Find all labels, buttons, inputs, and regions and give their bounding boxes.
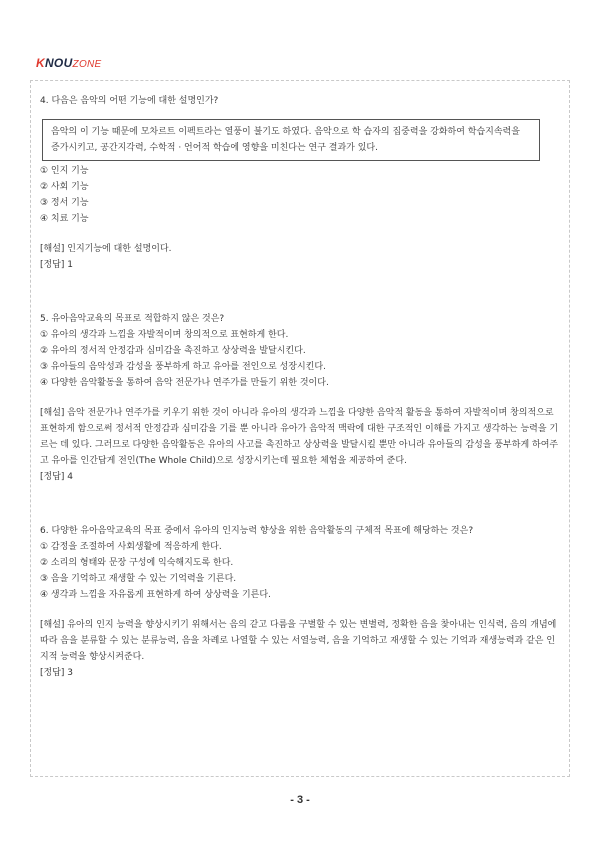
option-4: ④ 다양한 음악활동을 통하여 음악 전문가나 연주가를 만들기 위한 것이다. xyxy=(40,378,329,388)
page-content xyxy=(40,93,560,681)
option-1: ① 인지 기능 xyxy=(40,166,89,176)
question-title: 5. 유아음악교육의 목표로 적합하지 않은 것은? xyxy=(40,314,225,324)
option-2: ② 소리의 형태와 문장 구성에 익숙해지도록 한다. xyxy=(40,558,234,568)
option-2: ② 유아의 정서적 안정감과 심미감을 촉진하고 상상력을 발달시킨다. xyxy=(40,346,306,356)
logo-now: NOU xyxy=(44,56,73,70)
question-5 xyxy=(40,311,560,485)
explanation: [해설] 인지기능에 대한 설명이다. xyxy=(40,244,172,254)
question-title: 4. 다음은 음악의 어떤 기능에 대한 설명인가? xyxy=(40,96,219,106)
answer: [정답] 4 xyxy=(40,472,73,482)
option-3: ③ 유아들의 음악성과 감성을 풍부하게 하고 유아를 전인으로 성장시킨다. xyxy=(40,362,326,372)
option-4: ④ 치료 기능 xyxy=(40,214,89,224)
option-2: ② 사회 기능 xyxy=(40,182,89,192)
page-number: - 3 - xyxy=(290,794,310,806)
question-passage-box: 음악의 이 기능 때문에 모차르트 이펙트라는 열풍이 불기도 하였다. 음악으로 학 습자의 집중력을 강화하여 학습지속력을 증가시키고, 공간지각력, 수학적 · 언어적 학습에 영향을 미친다는 연구 결과가 있다. xyxy=(42,119,540,161)
option-1: ① 유아의 생각과 느낌을 자발적이며 창의적으로 표현하게 한다. xyxy=(40,330,289,340)
logo-zone: ZONE xyxy=(72,59,102,70)
knouzone-logo xyxy=(36,56,102,70)
question-6 xyxy=(40,523,560,681)
answer: [정답] 1 xyxy=(40,260,73,270)
question-title: 6. 다양한 유아음악교육의 목표 중에서 유아의 인지능력 향상을 위한 음악활동의 구체적 목표에 해당하는 것은? xyxy=(40,526,474,536)
option-4: ④ 생각과 느낌을 자유롭게 표현하게 하여 상상력을 기른다. xyxy=(40,590,271,600)
explanation: [해설] 유아의 인지 능력을 향상시키기 위해서는 음의 같고 다름을 구별할 수 있는 변별력, 정확한 음을 찾아내는 인식력, 음의 개념에 따라 음을 분류할 수 있는 분류능력, 음을 차례로 나열할 수 있는 서열능력, 음을 기억하고 재생할 수 있는 기억과 재생능력과 같은 인지적 능력을 향상시켜준다. xyxy=(40,620,557,662)
explanation: [해설] 음악 전문가나 연주가를 키우기 위한 것이 아니라 유아의 생각과 느낌을 다양한 음악적 활동을 통하여 자발적이며 창의적으로 표현하게 함으로써 정서적 안정감과 심미감을 기를 뿐 아니라 유아가 음악적 맥락에 대한 구조적인 이해를 가지고 생각하는 능력을 기르는 데 있다. 그러므로 다양한 음악활동은 유아의 사고를 촉진하고 상상력을 발달시킬 뿐만 아니라 유아들의 감성을 풍부하게 하여주고 유아를 인간답게 전인(The Whole Child)으로 성장시키는데 필요한 체험을 제공하여 준다. xyxy=(40,408,559,466)
option-1: ① 감정을 조절하여 사회생활에 적응하게 한다. xyxy=(40,542,222,552)
logo-k: K xyxy=(36,56,45,70)
question-4 xyxy=(40,93,560,273)
answer: [정답] 3 xyxy=(40,668,73,678)
option-3: ③ 음을 기억하고 재생할 수 있는 기억력을 기른다. xyxy=(40,574,237,584)
option-3: ③ 정서 기능 xyxy=(40,198,89,208)
